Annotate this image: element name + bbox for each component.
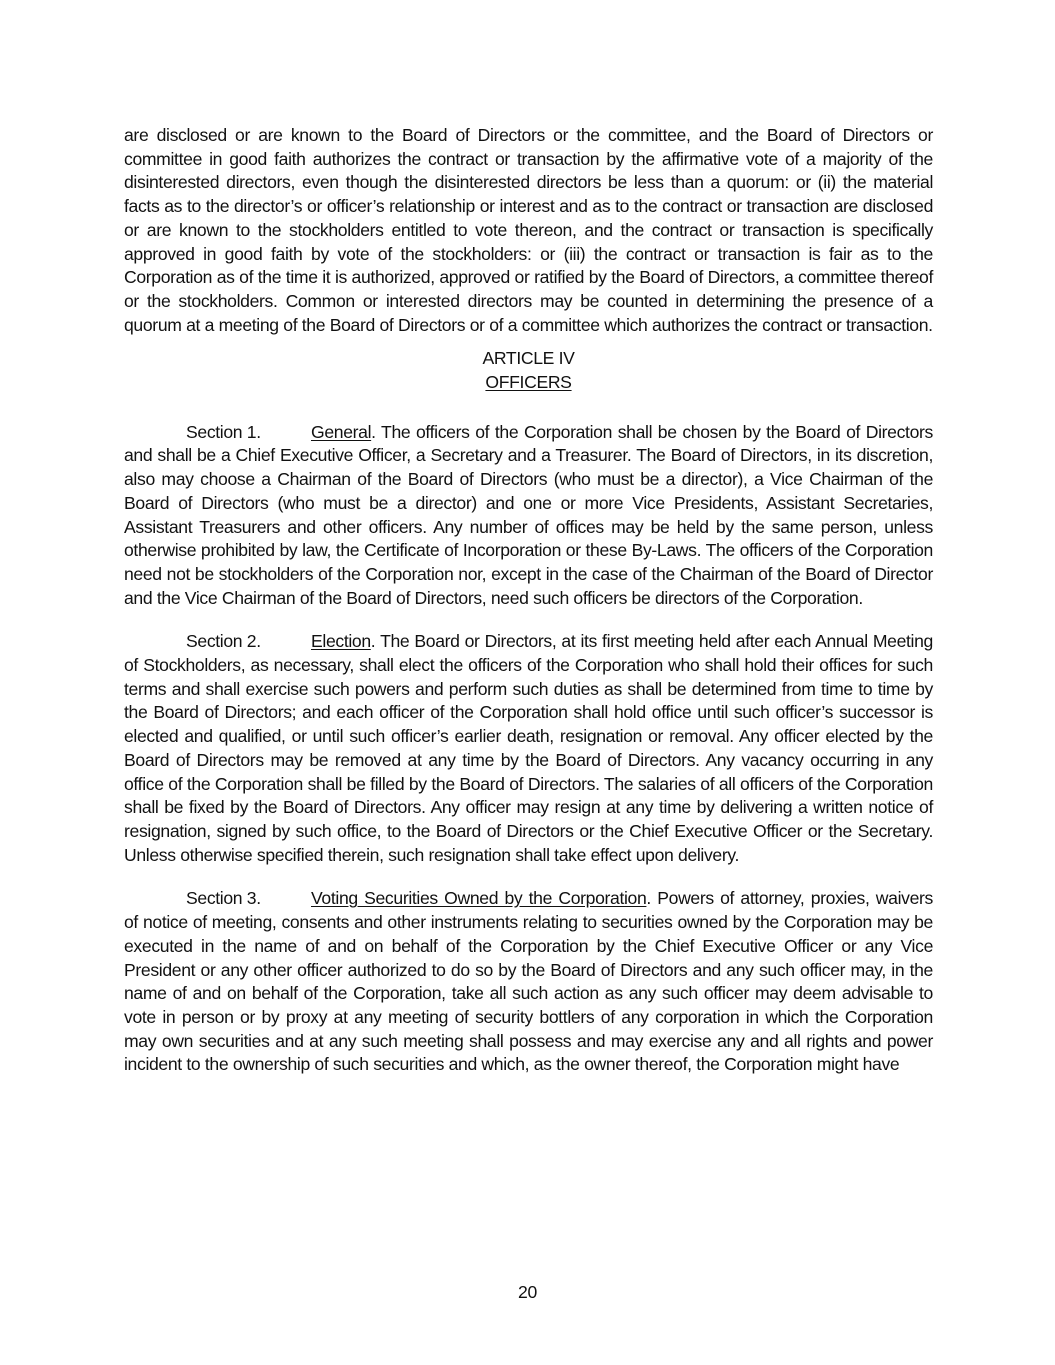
- document-page: [124, 124, 933, 1077]
- section-2-heading: Election: [311, 631, 371, 652]
- article-heading: [124, 347, 933, 394]
- section-3-label: Section 3.: [186, 888, 261, 909]
- section-2-text: . The Board or Directors, at its first meeting held after each Annual Meeting of Stockholders, as necessary, shall elect the officers of the Corporation who shall hold their offices for such terms and shall exercise such powers and perform such duties as shall be determined from time to time by the Board of Directors; and each officer of the Corporation shall hold office until such officer’s successor is elected and qualified, or until such officer’s earlier death, resignation or removal. Any officer elected by the Board of Directors may be removed at any time by the Board of Directors. Any vacancy occurring in any office of the Corporation shall be filled by the Board of Directors. The salaries of all officers of the Corporation shall be fixed by the Board of Directors. Any officer may resign at any time by delivering a written notice of resignation, signed by such office, to the Board of Directors or the Chief Executive Officer or the Secretary. Unless otherwise specified therein, such resignation shall take effect upon delivery.: [124, 631, 933, 865]
- section-2-label: Section 2.: [186, 631, 261, 652]
- section-3-paragraph: [124, 887, 933, 1077]
- section-2-paragraph: [124, 630, 933, 867]
- article-title: OFFICERS: [485, 372, 572, 393]
- section-3-text: . Powers of attorney, proxies, waivers of notice of meeting, consents and other instruments relating to securities owned by the Corporation may be executed in the name of and on behalf of the Corporation by the Chief Executive Officer or any Vice President or any other officer authorized to do so by the Board of Directors and any such officer may, in the name of and on behalf of the Corporation, take all such action as any such officer may deem advisable to vote in person or by proxy at any meeting of security bottlers of any corporation in which the Corporation may own securities and at any such meeting shall possess and may exercise any and all rights and power incident to the ownership of such securities and which, as the owner thereof, the Corporation might have: [124, 888, 933, 1075]
- page-number: 20: [518, 1282, 537, 1302]
- continuation-paragraph: are disclosed or are known to the Board of Directors or the committee, and the Board of Directors or committee in good faith authorizes the contract or transaction by the affirmative vote of a majority of the disinterested directors, even though the disinterested directors be less than a quorum: or (ii) the material facts as to the director’s or officer’s relationship or interest and as to the contract or transaction are disclosed or are known to the stockholders entitled to vote thereon, and the contract or transaction is specifically approved in good faith by vote of the stockholders: or (iii) the contract or transaction is fair as to the Corporation as of the time it is authorized, approved or ratified by the Board of Directors, a committee thereof or the stockholders. Common or interested directors may be counted in determining the presence of a quorum at a meeting of the Board of Directors or of a committee which authorizes the contract or transaction.: [124, 125, 933, 335]
- article-number: ARTICLE IV: [482, 348, 575, 369]
- section-1-paragraph: [124, 421, 933, 611]
- section-3-heading: Voting Securities Owned by the Corporation: [311, 888, 647, 909]
- section-1-label: Section 1.: [186, 421, 261, 442]
- section-1-heading: General: [311, 421, 372, 442]
- section-1-text: . The officers of the Corporation shall be chosen by the Board of Directors and shall be a Chief Executive Officer, a Secretary and a Treasurer. The Board of Directors, in its discretion, also may choose a Chairman of the Board of Directors (who must be a director), a Vice Chairman of the Board of Directors (who must be a director) and one or more Vice Presidents, Assistant Secretaries, Assistant Treasurers and other officers. Any number of offices may be held by the same person, unless otherwise prohibited by law, the Certificate of Incorporation or these By-Laws. The officers of the Corporation need not be stockholders of the Corporation nor, except in the case of the Chairman of the Board of Director and the Vice Chairman of the Board of Directors, need such officers be directors of the Corporation.: [124, 421, 933, 608]
